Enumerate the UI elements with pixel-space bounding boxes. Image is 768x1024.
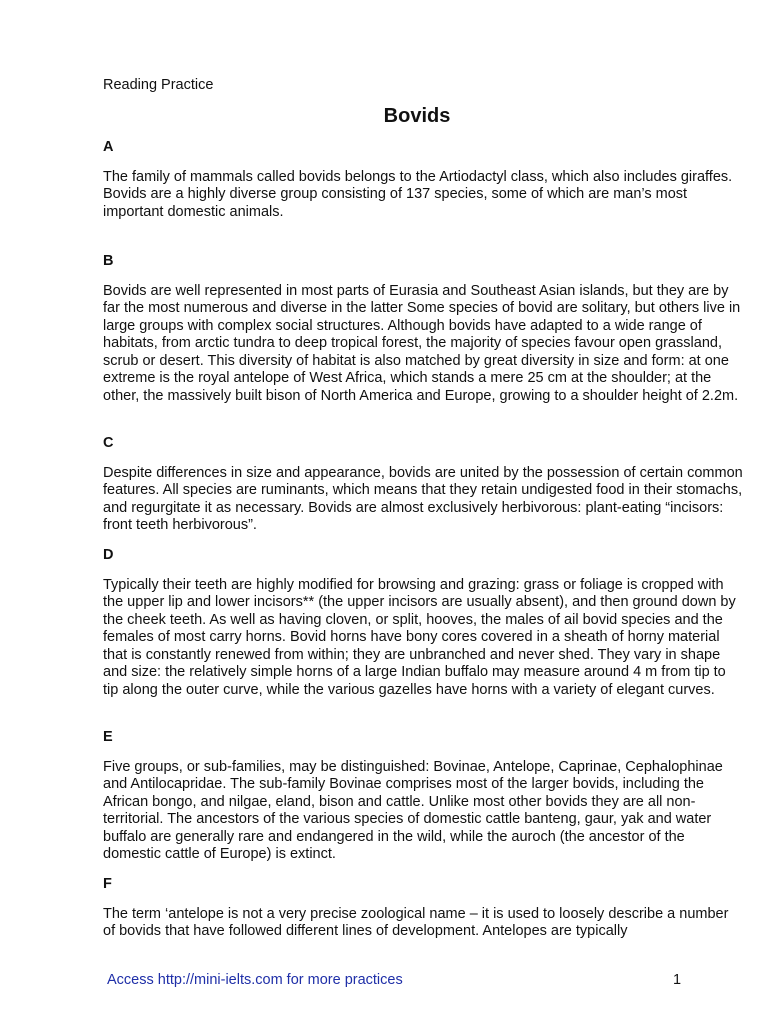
section-letter: E xyxy=(103,729,113,745)
section-paragraph: The term ‘antelope is not a very precise zoological name – it is used to loosely describe a number of bovids that have followed different lines of development. Antelopes are typically xyxy=(103,905,729,939)
section-paragraph: The family of mammals called bovids belongs to the Artiodactyl class, which also includes giraffes. Bovids are a highly diverse group consisting of 137 species, some of which are man’s most important domestic animals. xyxy=(103,168,733,220)
footer-link[interactable]: Access http://mini-ielts.com for more practices xyxy=(107,972,403,988)
section-c xyxy=(103,435,743,535)
section-letter: A xyxy=(103,139,114,155)
section-letter: B xyxy=(103,253,114,269)
section-paragraph: Despite differences in size and appearance, bovids are united by the possession of certain common features. All species are ruminants, which means that they retain undigested food in their stomachs, and regurgitate it as necessary. Bovids are almost exclusively herbivorous: plant-eating “incisors: front teeth herbivorous”. xyxy=(103,464,743,533)
section-d xyxy=(103,547,743,699)
page-title: Bovids xyxy=(383,105,451,127)
section-paragraph: Typically their teeth are highly modified for browsing and grazing: grass or foliage is cropped with the upper lip and lower incisors** (the upper incisors are usually absent), and then ground down by the cheek teeth. As well as having cloven, or split, hooves, the males of ail bovid species and the females of most carry horns. Bovid horns have bony cores covered in a sheath of horny material that is constantly renewed from within; they are unbranched and never shed. They vary in shape and size: the relatively simple horns of a large Indian buffalo may measure around 4 m from tip to tip along the outer curve, while the various gazelles have horns with a variety of elegant curves. xyxy=(103,576,736,698)
section-e xyxy=(103,729,743,864)
section-paragraph: Five groups, or sub-families, may be distinguished: Bovinae, Antelope, Caprinae, Cephalophinae and Antilocapridae. The sub-family Bovinae comprises most of the larger bovids, including the African bongo, and nilgae, eland, bison and cattle. Unlike most other bovids they are all non-territorial. The ancestors of the various species of domestic cattle banteng, gaur, yak and water buffalo are generally rare and endangered in the wild, while the auroch (the ancestor of the domestic cattle of Europe) is extinct. xyxy=(103,758,723,862)
section-b xyxy=(103,253,743,405)
section-letter: D xyxy=(103,547,114,563)
header-label: Reading Practice xyxy=(103,77,214,93)
section-letter: C xyxy=(103,435,114,451)
section-paragraph: Bovids are well represented in most parts of Eurasia and Southeast Asian islands, but they are by far the most numerous and diverse in the latter Some species of bovid are solitary, but others live in large groups with complex social structures. Although bovids have adapted to a wide range of habitats, from arctic tundra to deep tropical forest, the majority of species favour open grassland, scrub or desert. This diversity of habitat is also matched by great diversity in size and form: at one extreme is the royal antelope of West Africa, which stands a mere 25 cm at the shoulder; at the other, the massively built bison of North America and Europe, growing to a shoulder height of 2.2m. xyxy=(103,282,741,404)
section-f xyxy=(103,876,743,941)
section-a xyxy=(103,139,743,221)
page-number: 1 xyxy=(673,972,682,988)
section-letter: F xyxy=(103,876,112,892)
